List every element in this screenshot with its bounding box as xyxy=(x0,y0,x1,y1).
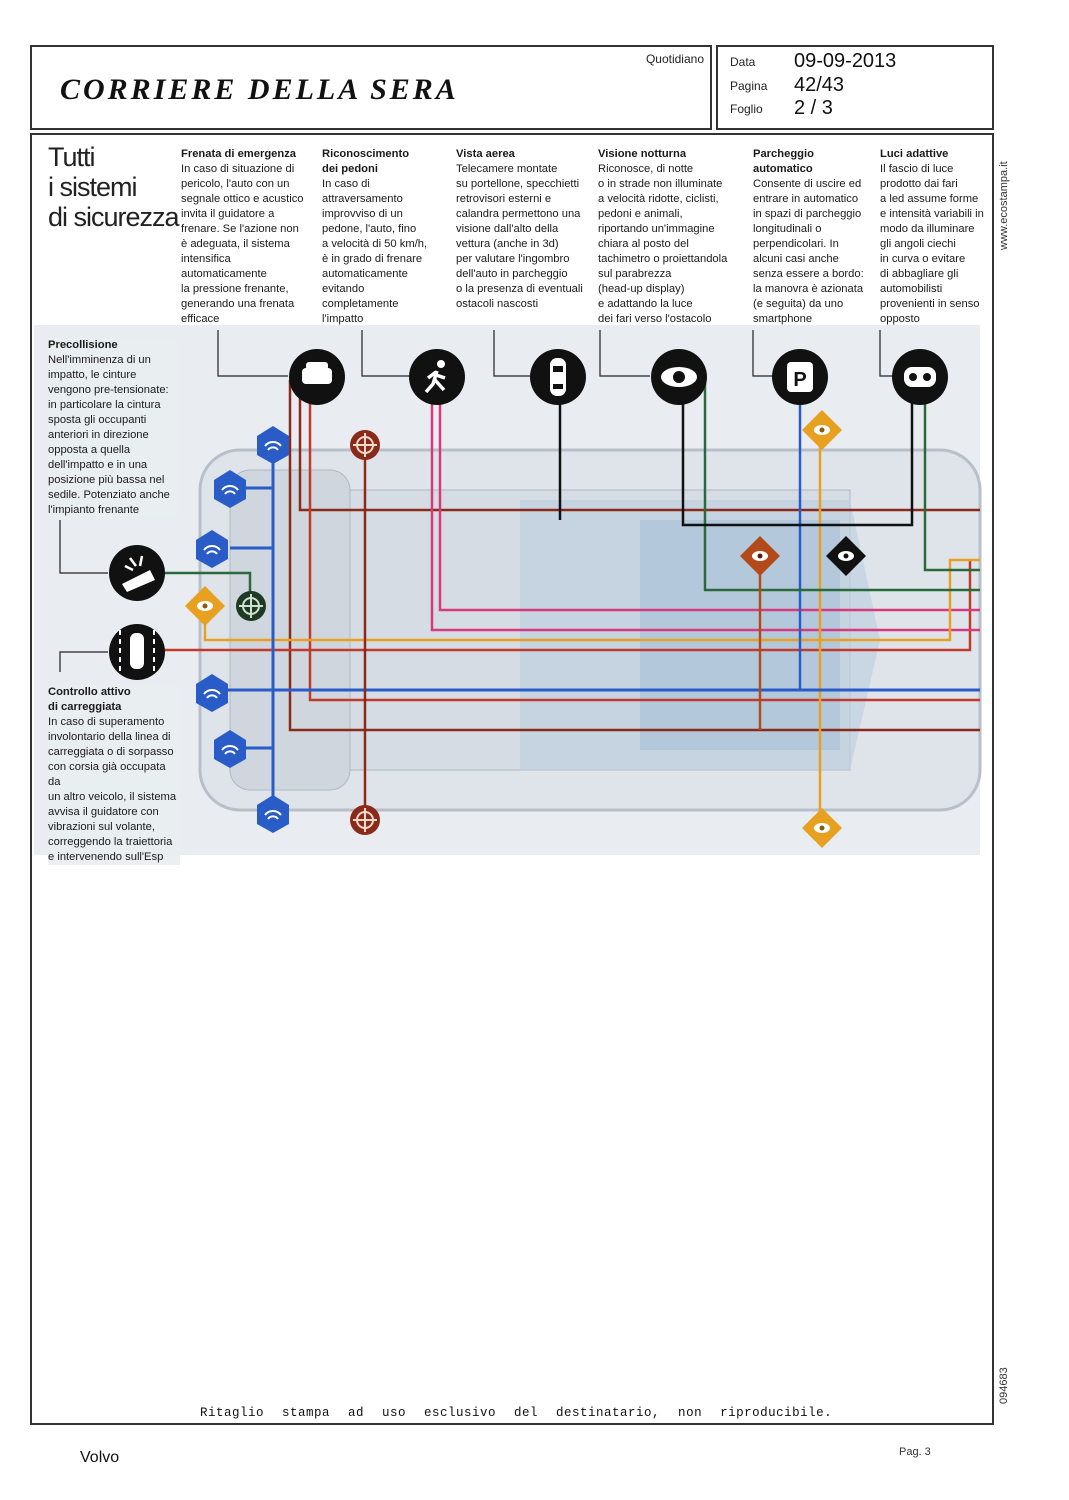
text-line: è in grado di frenare xyxy=(322,253,423,265)
text-line: Nell'imminenza di un xyxy=(48,354,151,366)
text-line: pedoni e animali, xyxy=(598,208,683,220)
text-line: in spazi di parcheggio xyxy=(753,208,862,220)
pagina-value: 42/43 xyxy=(794,74,845,96)
text-line: l'impianto frenante xyxy=(48,504,140,516)
column-frenata xyxy=(181,147,311,327)
lane-keeping-icon xyxy=(109,624,165,680)
text-line: tachimetro o proiettandola xyxy=(598,253,728,265)
text-line: Il fascio di luce xyxy=(880,163,954,175)
newspaper-logo: CORRIERE DELLA SERA xyxy=(60,73,459,106)
text-line: invita il guidatore a xyxy=(181,208,275,220)
text-line: frenare. Se l'azione non xyxy=(181,223,299,235)
text-line: dei fari verso l'ostacolo xyxy=(598,313,712,325)
text-line: correggendo la traiettoria xyxy=(48,836,173,848)
text-line: con corsia già occupata da xyxy=(48,761,166,788)
text-line: la pressione frenante, xyxy=(181,283,289,295)
text-line: (e seguita) da uno xyxy=(753,298,844,310)
text-line: anteriori in direzione xyxy=(48,429,149,441)
text-line: sposta gli occupanti xyxy=(48,414,147,426)
text-line: l'impatto xyxy=(322,313,364,325)
crosshair-icon xyxy=(350,430,380,460)
text-line: avvisa il guidatore con xyxy=(48,806,159,818)
text-line: alcuni casi anche xyxy=(753,253,839,265)
text-line: pedone, l'auto, fino xyxy=(322,223,417,235)
text-line: gli angoli ciechi xyxy=(880,238,956,250)
car-front-icon xyxy=(289,349,345,405)
crash-icon xyxy=(109,545,165,601)
text-line: (head-up display) xyxy=(598,283,685,295)
text-line: provenienti in senso xyxy=(880,298,980,310)
foglio-label: Foglio xyxy=(730,102,763,116)
text-line: riportando un'immagine xyxy=(598,223,715,235)
car-rear-window xyxy=(640,520,840,750)
text-line: involontario della linea di xyxy=(48,731,171,743)
text-line: dell'auto in parcheggio xyxy=(456,268,568,280)
text-line: intensifica xyxy=(181,253,231,265)
text-line: carreggiata o di sorpasso xyxy=(48,746,174,758)
text-line: e intervenendo sull'Esp xyxy=(48,851,164,863)
headline-line: di sicurezza xyxy=(48,202,179,232)
page-number: Pag. 3 xyxy=(899,1446,931,1458)
text-line: sedile. Potenziato anche xyxy=(48,489,170,501)
text-line: e adattando la luce xyxy=(598,298,693,310)
eye-icon xyxy=(651,349,707,405)
article-headline xyxy=(48,142,179,232)
text-line: a velocità ridotte, ciclisti, xyxy=(598,193,719,205)
text-line: retrovisori esterni e xyxy=(456,193,552,205)
sidebar-carreggiata xyxy=(48,685,180,865)
website-watermark: www.ecostampa.it xyxy=(998,161,1010,250)
column-title: Frenata di emergenza xyxy=(181,148,297,160)
clip-code: 094683 xyxy=(998,1367,1010,1404)
svg-text:P: P xyxy=(793,369,807,391)
car-top-view-icon xyxy=(530,349,586,405)
text-line: chiara al posto del xyxy=(598,238,689,250)
parking-icon xyxy=(772,349,828,405)
text-line: o la presenza di eventuali xyxy=(456,283,583,295)
text-line: Consente di uscire ed xyxy=(753,178,862,190)
text-line: a led assume forme xyxy=(880,193,979,205)
text-line: sul parabrezza xyxy=(598,268,672,280)
text-line: segnale ottico e acustico xyxy=(181,193,304,205)
column-luci-adattive xyxy=(880,147,988,327)
data-value: 09-09-2013 xyxy=(794,50,897,72)
headline-line: Tutti xyxy=(48,142,95,172)
text-line: su portellone, specchietti xyxy=(456,178,580,190)
sidebar-precollisione xyxy=(48,338,178,518)
sidebar-title: Precollisione xyxy=(48,339,118,351)
column-parcheggio xyxy=(753,147,873,327)
column-title: Luci adattive xyxy=(880,148,949,160)
data-label: Data xyxy=(730,55,756,69)
text-line: ostacoli nascosti xyxy=(456,298,539,310)
column-title: Riconoscimento dei pedoni xyxy=(322,148,410,175)
text-line: senza essere a bordo: xyxy=(753,268,864,280)
text-line: attraversamento xyxy=(322,193,403,205)
text-line: e intensità variabili in xyxy=(880,208,984,220)
crosshair-icon xyxy=(350,805,380,835)
text-line: longitudinali o xyxy=(753,223,822,235)
text-line: perpendicolari. In xyxy=(753,238,839,250)
text-line: vibrazioni sul volante, xyxy=(48,821,155,833)
text-line: automaticamente xyxy=(322,268,408,280)
text-line: In caso di xyxy=(322,178,370,190)
text-line: in curva o evitare xyxy=(880,253,966,265)
text-line: modo da illuminare xyxy=(880,223,975,235)
column-title: Vista aerea xyxy=(456,148,515,160)
text-line: completamente xyxy=(322,298,399,310)
text-line: In caso di situazione di xyxy=(181,163,295,175)
text-line: opposto xyxy=(880,313,920,325)
text-line: a velocità di 50 km/h, xyxy=(322,238,428,250)
text-line: impatto, le cinture xyxy=(48,369,137,381)
text-line: o in strade non illuminate xyxy=(598,178,723,190)
text-line: automaticamente xyxy=(181,268,267,280)
text-line: per valutare l'ingombro xyxy=(456,253,570,265)
text-line: efficace xyxy=(181,313,220,325)
text-line: In caso di superamento xyxy=(48,716,165,728)
text-line: smartphone xyxy=(753,313,813,325)
headline-line: i sistemi xyxy=(48,172,137,202)
text-line: dell'impatto e in una xyxy=(48,459,148,471)
text-line: posizione più bassa nel xyxy=(48,474,165,486)
text-line: Telecamere montate xyxy=(456,163,558,175)
text-line: automobilisti xyxy=(880,283,943,295)
headlight-icon xyxy=(892,349,948,405)
text-line: è adeguata, il sistema xyxy=(181,238,290,250)
text-line: visione dall'alto della xyxy=(456,223,559,235)
pedestrian-icon xyxy=(409,349,465,405)
text-line: un altro veicolo, il sistema xyxy=(48,791,177,803)
text-line: generando una frenata xyxy=(181,298,295,310)
text-line: di abbagliare gli xyxy=(880,268,959,280)
text-line: Riconosce, di notte xyxy=(598,163,694,175)
text-line: evitando xyxy=(322,283,365,295)
text-line: in particolare la cintura xyxy=(48,399,161,411)
column-pedoni xyxy=(322,147,437,327)
reproduction-note: Ritaglio stampa ad uso esclusivo del destinatario, non riproducibile. xyxy=(200,1406,833,1420)
crosshair-icon xyxy=(236,591,266,621)
text-line: vengono pre-tensionate: xyxy=(48,384,169,396)
foglio-value: 2 / 3 xyxy=(794,97,833,119)
column-vista-aerea xyxy=(456,147,591,312)
text-line: improvviso di un xyxy=(322,208,403,220)
client-brand: Volvo xyxy=(80,1449,120,1466)
text-line: vettura (anche in 3d) xyxy=(456,238,559,250)
pagina-label: Pagina xyxy=(730,79,768,93)
sidebar-title: Controllo attivo di carreggiata xyxy=(48,686,131,713)
column-visione-notturna xyxy=(598,147,743,327)
text-line: pericolo, l'auto con un xyxy=(181,178,290,190)
text-line: calandra permettono una xyxy=(456,208,581,220)
publication-type: Quotidiano xyxy=(645,52,704,66)
column-title: Parcheggio automatico xyxy=(753,148,814,175)
text-line: prodotto dai fari xyxy=(880,178,958,190)
column-title: Visione notturna xyxy=(598,148,687,160)
text-line: entrare in automatico xyxy=(753,193,859,205)
text-line: la manovra è azionata xyxy=(753,283,864,295)
text-line: opposta a quella xyxy=(48,444,131,456)
